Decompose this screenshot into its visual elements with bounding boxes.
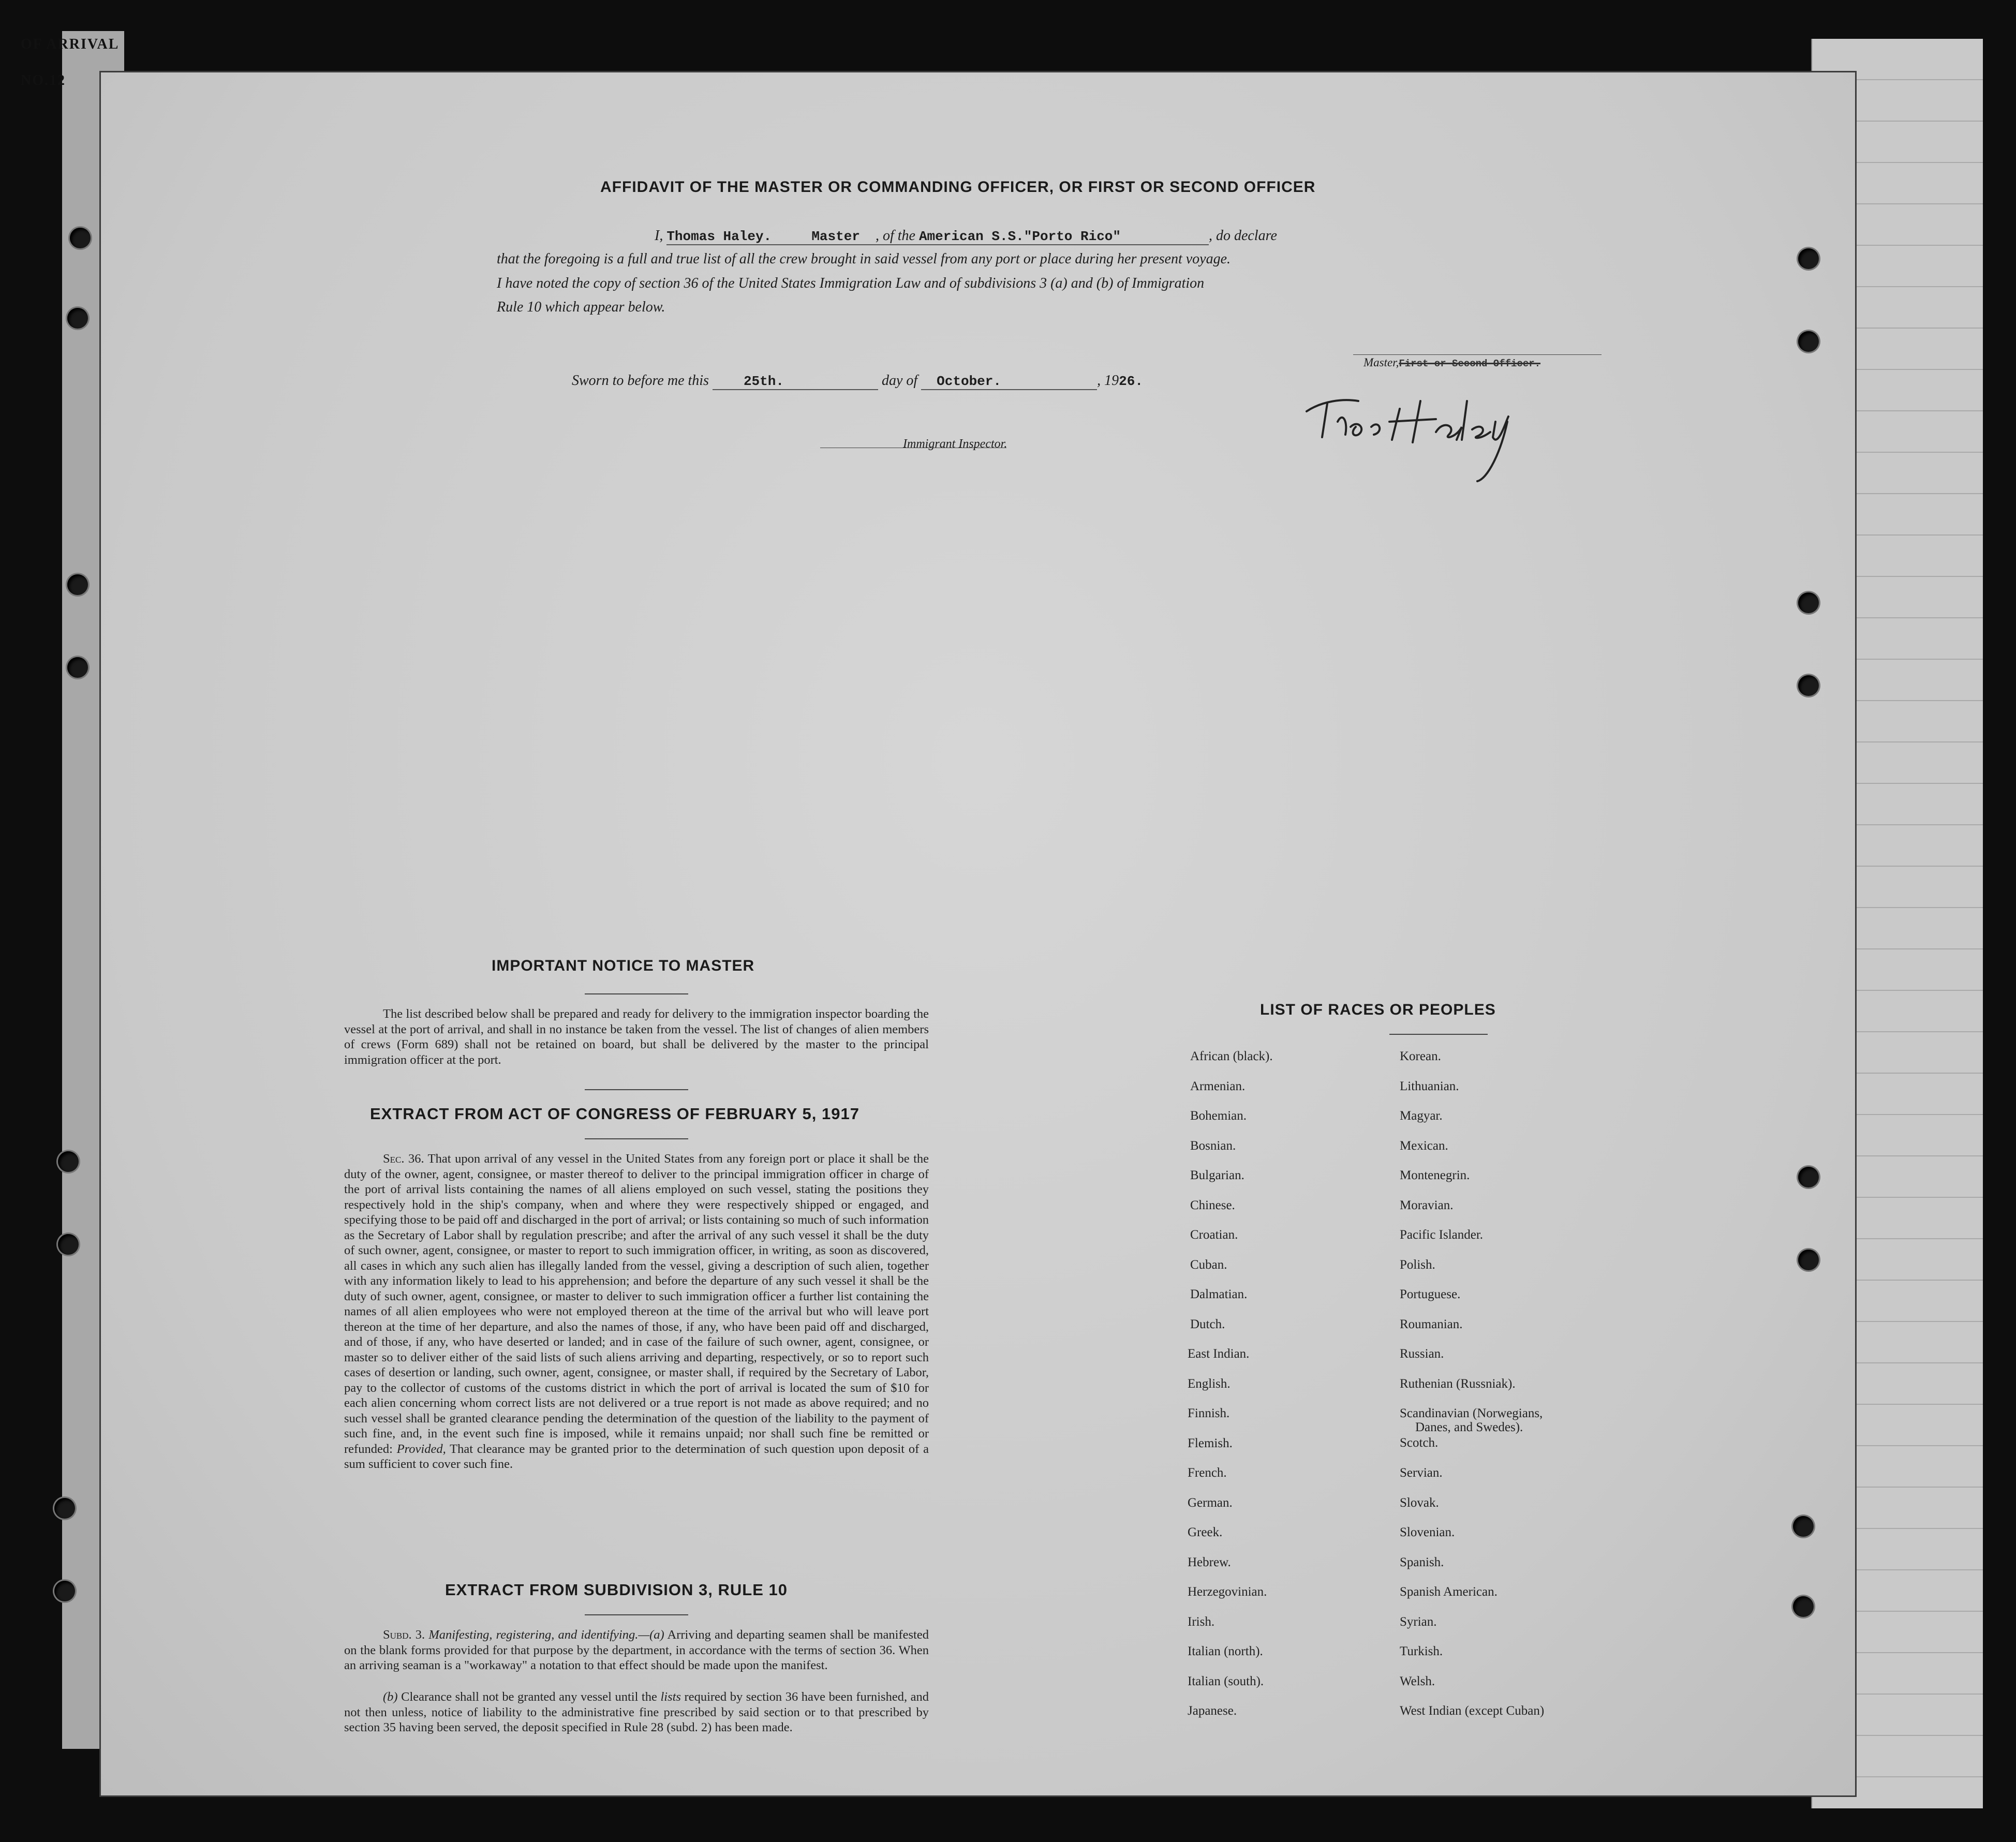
race-item: Polish. — [1400, 1257, 1435, 1272]
race-item: Russian. — [1400, 1347, 1444, 1361]
master-title-label — [1363, 356, 1540, 369]
binding-hole — [54, 1581, 75, 1601]
declaration-line-3: I have noted the copy of section 36 of the United States Immigration Law and of subdivisions 3 (a) and (b) of Immigration — [497, 275, 1205, 291]
race-item: German. — [1188, 1495, 1233, 1510]
race-item: Chinese. — [1190, 1198, 1235, 1212]
races-title: LIST OF RACES OR PEOPLES — [1260, 1001, 1496, 1018]
race-item: Dalmatian. — [1190, 1287, 1248, 1301]
race-item: Magyar. — [1400, 1109, 1443, 1123]
subd-b-label: (b) — [383, 1690, 398, 1704]
subd-a-label: —(a) — [638, 1628, 664, 1642]
race-item: Korean. — [1400, 1049, 1441, 1063]
binding-hole — [67, 308, 88, 329]
divider — [585, 1089, 688, 1090]
rule-extract-para-a — [344, 1627, 929, 1673]
race-item: Syrian. — [1400, 1614, 1437, 1629]
race-item: Moravian. — [1400, 1198, 1454, 1212]
race-item: English. — [1188, 1376, 1231, 1391]
act-extract-title: EXTRACT FROM ACT OF CONGRESS OF FEBRUARY 5, 1917 — [370, 1105, 859, 1123]
race-item: Slovak. — [1400, 1495, 1439, 1510]
signature-line — [1353, 354, 1602, 355]
binding-hole — [58, 1151, 79, 1172]
race-item: Armenian. — [1190, 1079, 1246, 1093]
race-item: Mexican. — [1400, 1138, 1448, 1153]
declaration-line-1 — [572, 228, 1607, 245]
subd-b-lists: lists — [660, 1690, 681, 1704]
race-item: Italian (south). — [1188, 1674, 1264, 1688]
master-name-field: Thomas Haley. — [666, 229, 1013, 245]
rule-extract-para-b — [344, 1689, 929, 1735]
affidavit-page — [101, 72, 1855, 1795]
race-item: Irish. — [1188, 1614, 1215, 1629]
binding-hole — [54, 1498, 75, 1519]
race-item: West Indian (except Cuban) — [1400, 1704, 1545, 1718]
race-item: Greek. — [1188, 1525, 1223, 1539]
race-item: Montenegrin. — [1400, 1168, 1470, 1182]
corner-arrival-label: OF ARRIVAL — [21, 36, 120, 52]
race-item: Finnish. — [1188, 1406, 1230, 1420]
notice-underline — [585, 993, 688, 994]
binding-hole — [1798, 592, 1819, 613]
sworn-label: Sworn to before me this — [572, 373, 709, 389]
race-item: Ruthenian (Russniak). — [1400, 1376, 1516, 1391]
struck-officer-text: First or Second Officer. — [1399, 358, 1541, 369]
declaration-line-4: Rule 10 which appear below. — [497, 299, 665, 315]
sec-body: That upon arrival of any vessel in the United States from any foreign port or place it shall be the duty of the owner, agent, consignee, or master thereof to deliver to the principal immigration officer in charge of the port of arrival lists containing the names of all aliens employed on such vessel, stating the positions they respectively hold in the ship's company, when and where they were respectively shipped or engaged, and specifying those to be paid off and discharged in the port of arrival; or lists containing so much of such information as the Secretary of Labor shall by regulation prescribe; and after the arrival of any such vessel it shall be the duty of such owner, agent, consignee, or master to report to such immigration officer, in writing, as soon as discovered, all cases in which any such alien has illegally landed from the vessel, giving a description of such alien, together with any information likely to lead to his apprehension; and before the departure of any such vessel it shall be the duty of such owner, agent, consignee, or master to deliver to such immigration officer a further list containing the names of all alien employees who were not employed thereon at the time of the arrival but who will leave port thereon at the time of her departure, and also the names of those, if any, who have been paid off and discharged, and of those, if any, who have deserted or landed; and in case of the failure of such owner, agent, consignee, or master so to deliver either of the said lists of such aliens arriving and departing, respectively, or so to report such cases of desertion or landing, such owner, agent, consignee, or master shall, if required by the Secretary of Labor, pay to the collector of customs of the customs district in which the port of arrival is located the sum of $10 for each alien concerning whom correct lists are not delivered or a true report is not made as above required; and no such vessel shall be granted clearance pending the determination of the question of the liability to the payment of such fine, and, in the event such fine is imposed, while it remains unpaid; nor shall such fine be remitted or refunded: — [344, 1152, 929, 1456]
race-item: Dutch. — [1190, 1317, 1225, 1331]
declare-label: , do declare — [1208, 228, 1277, 244]
race-item: Turkish. — [1400, 1644, 1443, 1658]
day-of-label: day of — [881, 373, 918, 389]
corner-number-label: NO.12 — [21, 72, 66, 88]
race-item: Herzegovinian. — [1188, 1585, 1267, 1599]
binding-hole — [1798, 331, 1819, 352]
subd-b-text-1: Clearance shall not be granted any vessel until the — [401, 1690, 657, 1704]
race-item: Slovenian. — [1400, 1525, 1455, 1539]
race-item: Roumanian. — [1400, 1317, 1463, 1331]
race-item: French. — [1188, 1466, 1227, 1480]
race-item: Portuguese. — [1400, 1287, 1461, 1301]
rule-extract-title: EXTRACT FROM SUBDIVISION 3, RULE 10 — [445, 1581, 788, 1599]
race-item: African (black). — [1190, 1049, 1273, 1063]
race-item: Spanish. — [1400, 1555, 1444, 1569]
notice-title: IMPORTANT NOTICE TO MASTER — [492, 957, 755, 974]
rule-extract-underline — [585, 1614, 688, 1615]
subd-b-text-2: required by section 36 have been furnished, and not then unless, notice of liability to the administrative fine prescribed by said section or to that prescribed by section 35 having been served, the deposit specified in Rule 28 (subd. 2) has been made. — [344, 1690, 929, 1734]
race-item: Bosnian. — [1190, 1138, 1236, 1153]
race-item: Danes, and Swedes). — [1415, 1420, 1523, 1434]
race-item: Welsh. — [1400, 1674, 1435, 1688]
master-label: Master, — [1363, 356, 1399, 369]
race-item: East Indian. — [1188, 1347, 1250, 1361]
day-field: 25th. — [713, 374, 878, 390]
binding-hole — [1798, 1250, 1819, 1270]
sworn-line — [572, 373, 1143, 390]
rank-field: Master — [811, 229, 860, 244]
races-underline — [1389, 1034, 1488, 1035]
declaration-line-2: that the foregoing is a full and true list of all the crew brought in said vessel from any port or place during her present voyage. — [497, 251, 1231, 267]
binding-hole — [1798, 675, 1819, 696]
of-the-label: , of the — [875, 228, 915, 244]
subd-title: Manifesting, registering, and identifying. — [428, 1628, 639, 1642]
master-signature — [1301, 391, 1519, 484]
binding-hole — [70, 228, 91, 248]
month-field: October. — [921, 374, 1097, 390]
race-item: Croatian. — [1190, 1228, 1238, 1242]
subd-label: Subd. 3. — [383, 1628, 425, 1642]
binding-hole — [1793, 1596, 1814, 1617]
binding-hole — [1798, 248, 1819, 269]
sec-body-end: That clearance may be granted prior to the determination of such question upon deposit of a sum sufficient to cover such fine. — [344, 1442, 929, 1471]
race-item: Scandinavian (Norwegians, — [1400, 1406, 1543, 1420]
race-item: Hebrew. — [1188, 1555, 1231, 1569]
subd-a-text: Arriving and departing seamen shall be manifested on the blank forms provided for that purpose by the department, in accordance with the terms of section 36. When an arriving seaman is a "workaway" a notation to that effect should be made upon the manifest. — [344, 1628, 929, 1672]
race-item: Lithuanian. — [1400, 1079, 1459, 1093]
year-field: 26. — [1119, 374, 1143, 389]
race-item: Servian. — [1400, 1466, 1443, 1480]
binding-hole — [67, 574, 88, 595]
race-item: Spanish American. — [1400, 1585, 1498, 1599]
race-item: Bohemian. — [1190, 1109, 1247, 1123]
race-item: Scotch. — [1400, 1436, 1439, 1450]
inspector-label: Immigrant Inspector. — [903, 437, 1007, 451]
notice-text: The list described below shall be prepared and ready for delivery to the immigration inspector boarding the vessel at the port of arrival, and shall in no instance be taken from the vessel. The list of changes of alien members of crews (Form 689) shall not be retained on board, but shall be delivered by the master to the principal immigration officer at the port. — [344, 1007, 929, 1067]
binding-hole — [67, 657, 88, 678]
race-item: Bulgarian. — [1190, 1168, 1244, 1182]
act-extract-text — [344, 1151, 929, 1472]
race-item: Flemish. — [1188, 1436, 1233, 1450]
pronoun-i: I, — [655, 228, 663, 244]
binding-hole — [1793, 1516, 1814, 1537]
affidavit-title: AFFIDAVIT OF THE MASTER OR COMMANDING OFFICER, OR FIRST OR SECOND OFFICER — [600, 179, 1316, 196]
race-item: Pacific Islander. — [1400, 1228, 1484, 1242]
sec-label: Sec. 36. — [383, 1152, 424, 1166]
act-extract-underline — [585, 1138, 688, 1139]
binding-hole — [1798, 1167, 1819, 1187]
binding-hole — [58, 1234, 79, 1255]
year-prefix: , 19 — [1097, 373, 1119, 389]
race-item: Japanese. — [1188, 1704, 1237, 1718]
provided-label: Provided, — [396, 1442, 446, 1456]
race-item: Cuban. — [1190, 1257, 1227, 1272]
race-item: Italian (north). — [1188, 1644, 1263, 1658]
vessel-field: American S.S."Porto Rico" — [919, 229, 1209, 245]
